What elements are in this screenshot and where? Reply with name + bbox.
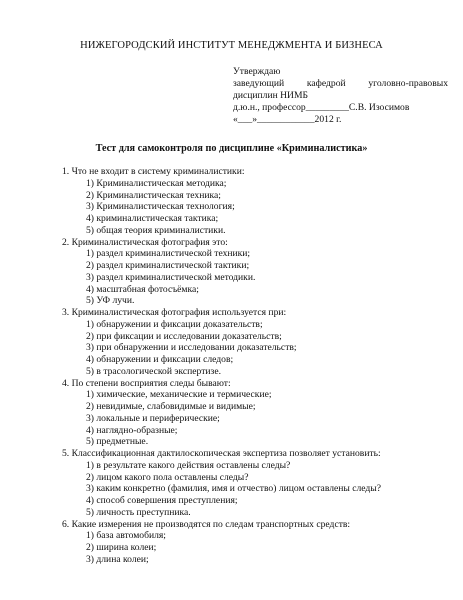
answer-option: 1) обнаружении и фиксации доказательств;	[86, 318, 263, 330]
question-text: 6. Какие измерения не производятся по следам транспортных средств:	[62, 518, 351, 530]
question-text: 4. По степени восприятия следы бывают:	[62, 377, 231, 389]
answer-option: 3) локальные и периферические;	[86, 412, 220, 424]
answer-option: 5) личность преступника.	[86, 506, 191, 518]
approval-line: дисциплин НИМБ	[233, 90, 309, 101]
question-text: 2. Криминалистическая фотография это:	[62, 236, 228, 248]
institution-header: НИЖЕГОРОДСКИЙ ИНСТИТУТ МЕНЕДЖМЕНТА И БИЗНЕСА	[80, 40, 383, 51]
approval-line: Утверждаю	[233, 66, 281, 77]
answer-option: 5) в трасологической экспертизе.	[86, 365, 221, 377]
question-list	[62, 166, 454, 566]
question-text: 1. Что не входит в систему криминалистики:	[62, 166, 245, 177]
answer-option: 4) масштабная фотосъёмка;	[86, 283, 199, 295]
approval-line: заведующий кафедрой уголовно-правовых	[233, 78, 448, 89]
answer-option: 4) обнаружении и фиксации следов;	[86, 354, 234, 365]
approval-signature-line: д.ю.н., профессор_________С.В. Изосимов	[233, 102, 410, 113]
answer-option: 4) криминалистическая тактика;	[86, 213, 219, 224]
answer-option: 5) УФ лучи.	[86, 295, 135, 307]
answer-option: 4) наглядно-образные;	[86, 424, 178, 436]
answer-option: 3) длина колеи;	[86, 553, 149, 565]
answer-option: 5) общая теория криминалистики.	[86, 224, 226, 236]
answer-option: 3) раздел криминалистической методики.	[86, 271, 256, 283]
question-text: 5. Классификационная дактилоскопическая экспертиза позволяет установить:	[62, 448, 381, 459]
answer-option: 1) в результате какого действия оставлены следы?	[86, 459, 291, 471]
test-title: Тест для самоконтроля по дисциплине «Криминалистика»	[95, 143, 368, 154]
answer-option: 3) при обнаружении и исследовании доказательств;	[86, 342, 297, 354]
answer-option: 2) ширина колеи;	[86, 542, 157, 553]
answer-option: 1) химические, механические и термические;	[86, 389, 272, 401]
question-text: 3. Криминалистическая фотография используется при:	[62, 307, 287, 318]
answer-option: 2) Криминалистическая техника;	[86, 189, 221, 201]
approval-block	[233, 66, 448, 126]
answer-option: 1) база автомобиля;	[86, 530, 166, 542]
answer-option: 4) способ совершения преступления;	[86, 495, 238, 506]
answer-option: 1) раздел криминалистической техники;	[86, 248, 251, 260]
answer-option: 3) Криминалистическая технология;	[86, 201, 235, 213]
answer-option: 3) каким конкретно (фамилия, имя и отчество) лицом оставлены следы?	[86, 483, 382, 495]
answer-option: 2) лицом какого пола оставлены следы?	[86, 471, 249, 483]
answer-option: 2) при фиксации и исследовании доказательств;	[86, 330, 282, 342]
answer-option: 2) невидимые, слабовидимые и видимые;	[86, 401, 256, 412]
answer-option: 5) предметные.	[86, 436, 149, 448]
answer-option: 2) раздел криминалистической тактики;	[86, 260, 250, 271]
approval-date-line: «___»____________2012 г.	[233, 114, 342, 125]
answer-option: 1) Криминалистическая методика;	[86, 177, 227, 189]
